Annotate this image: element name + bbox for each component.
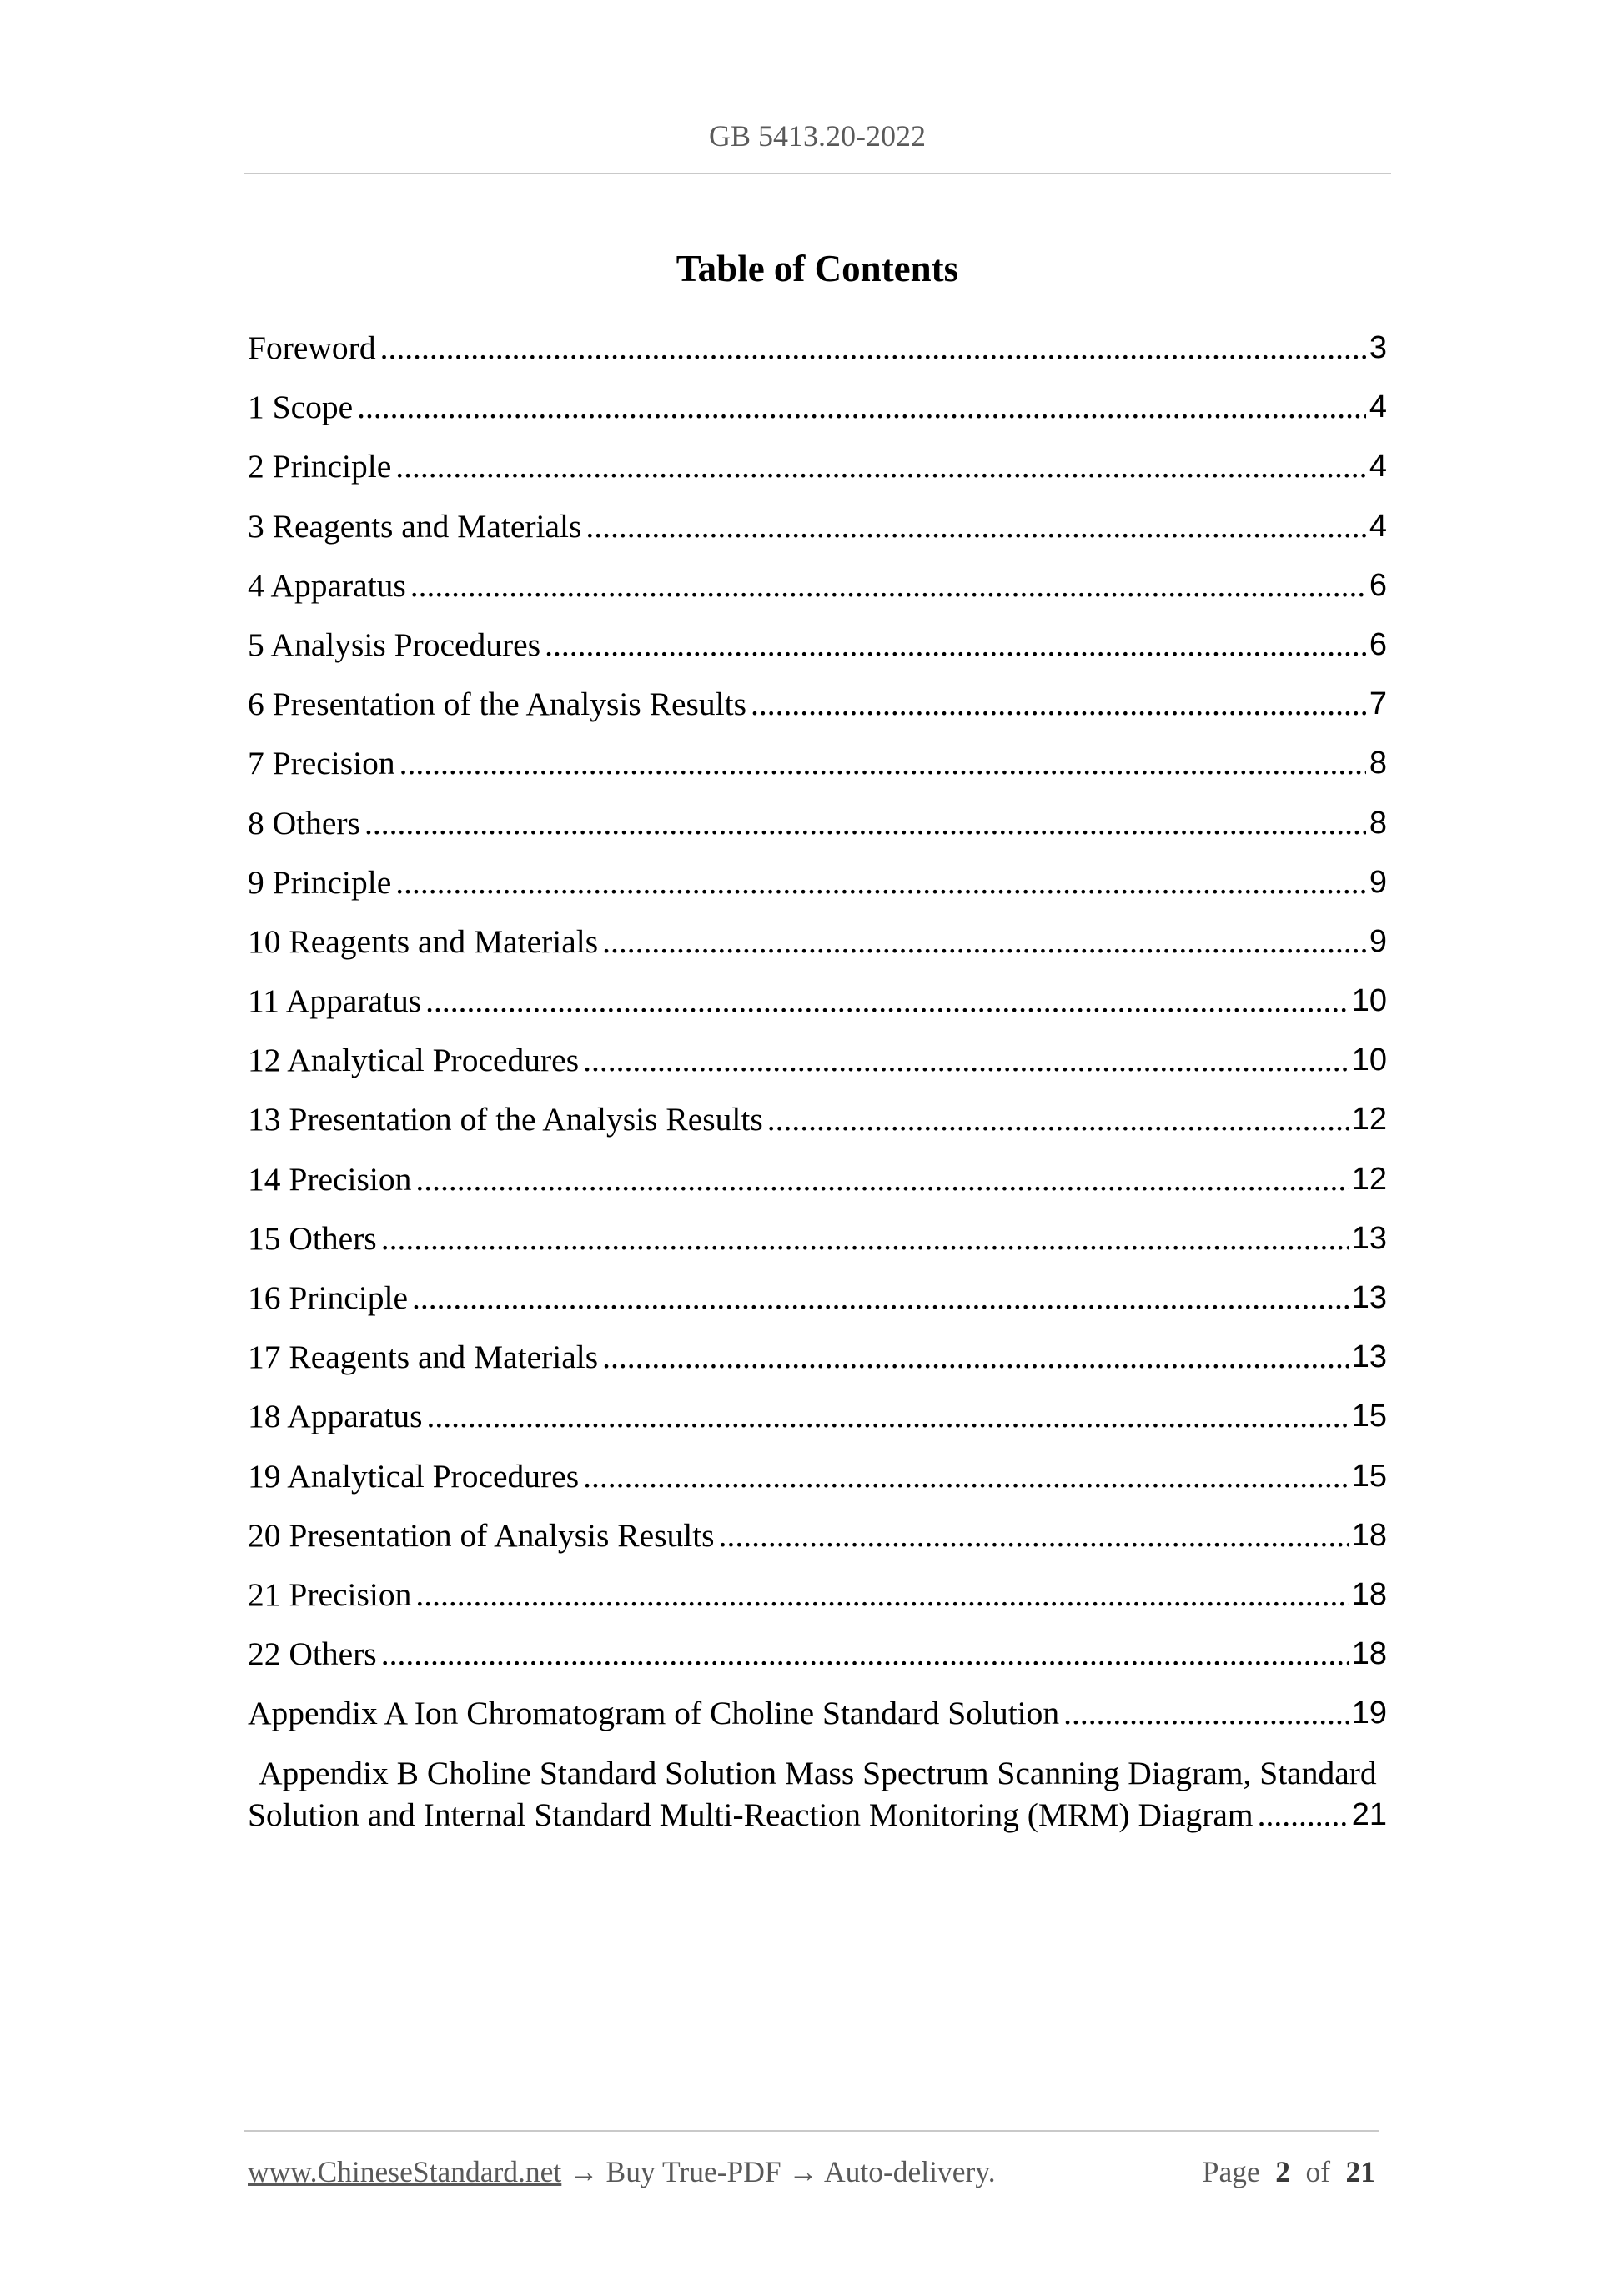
toc-entry-label: 11 Apparatus <box>248 982 422 1020</box>
toc-entry-page: 12 <box>1351 1102 1387 1138</box>
toc-entry[interactable] <box>248 378 1387 437</box>
toc-entry-page: 9 <box>1369 923 1387 959</box>
of-word: of <box>1305 2155 1331 2188</box>
current-page-number: 2 <box>1275 2155 1291 2188</box>
toc-entry-label: 19 Analytical Procedures <box>248 1457 580 1495</box>
total-pages-number: 21 <box>1345 2155 1375 2188</box>
toc-entry[interactable] <box>248 1387 1387 1446</box>
toc-leader-dots <box>395 853 1366 912</box>
toc-entry-page: 12 <box>1351 1161 1387 1197</box>
toc-leader-dots <box>412 1269 1349 1328</box>
toc-entry[interactable] <box>248 912 1387 972</box>
toc-entry-page: 6 <box>1369 567 1387 603</box>
toc-entry-label: 15 Others <box>248 1219 377 1257</box>
toc-entry[interactable] <box>248 1565 1387 1625</box>
toc-leader-dots <box>427 1387 1349 1446</box>
toc-entry[interactable] <box>248 1031 1387 1090</box>
header-divider <box>244 173 1391 174</box>
footer-divider <box>244 2130 1379 2132</box>
toc-entry-page: 18 <box>1351 1636 1387 1672</box>
toc-leader-dots <box>1063 1684 1349 1743</box>
toc-entry-page: 18 <box>1351 1517 1387 1553</box>
toc-leader-dots <box>364 794 1366 853</box>
toc-entry-page: 21 <box>1351 1796 1387 1832</box>
toc-leader-dots <box>583 1031 1349 1090</box>
toc-entry-label-line-2: Solution and Internal Standard Multi-Reaction Monitoring (MRM) Diagram <box>248 1796 1254 1833</box>
toc-leader-dots <box>602 1328 1349 1387</box>
toc-entry[interactable] <box>248 1447 1387 1506</box>
toc-leader-dots <box>410 556 1366 615</box>
toc-entry-label: Appendix A Ion Chromatogram of Choline Standard Solution <box>248 1695 1060 1732</box>
toc-entry-label: 13 Presentation of the Analysis Results <box>248 1101 763 1138</box>
toc-entry-label-line-1: Appendix B Choline Standard Solution Mass Spectrum Scanning Diagram, Standard <box>259 1754 1377 1791</box>
toc-entry-page: 3 <box>1369 330 1387 365</box>
buy-true-pdf-text: Buy True-PDF <box>605 2155 781 2188</box>
toc-leader-dots <box>381 1625 1349 1684</box>
toc-entry-label: 5 Analysis Procedures <box>248 625 541 663</box>
toc-entry-label: 21 Precision <box>248 1575 412 1613</box>
toc-entry[interactable] <box>248 319 1387 378</box>
toc-leader-dots <box>399 734 1366 793</box>
toc-entry[interactable] <box>248 1090 1387 1149</box>
toc-entry-appendix-b[interactable] <box>248 1752 1387 1836</box>
toc-entry-label: 18 Apparatus <box>248 1398 423 1435</box>
toc-entry[interactable] <box>248 1269 1387 1328</box>
toc-entry-label: 6 Presentation of the Analysis Results <box>248 686 746 723</box>
toc-entry[interactable] <box>248 794 1387 853</box>
toc-entry-page: 15 <box>1351 1399 1387 1434</box>
toc-entry-label: 14 Precision <box>248 1160 412 1198</box>
toc-entry-page: 15 <box>1351 1458 1387 1494</box>
toc-entry-page: 18 <box>1351 1576 1387 1612</box>
toc-leader-dots <box>751 675 1366 734</box>
toc-leader-dots <box>381 1209 1349 1269</box>
toc-entry-label: 4 Apparatus <box>248 566 406 604</box>
toc-leader-dots <box>585 497 1365 556</box>
toc-entry-label: 7 Precision <box>248 745 395 782</box>
toc-entry[interactable] <box>248 734 1387 793</box>
toc-entry[interactable] <box>248 972 1387 1031</box>
toc-entry-label: 16 Principle <box>248 1279 408 1316</box>
toc-entry-appendix-a[interactable] <box>248 1684 1387 1743</box>
toc-entry-page: 9 <box>1369 864 1387 900</box>
page-word: Page <box>1202 2155 1260 2188</box>
auto-delivery-text: Auto-delivery. <box>823 2155 996 2188</box>
toc-entry[interactable] <box>248 853 1387 912</box>
toc-leader-dots <box>415 1565 1348 1625</box>
footer-promo <box>248 2152 996 2192</box>
toc-entry-page: 10 <box>1351 1042 1387 1078</box>
toc-leader-dots <box>583 1447 1349 1506</box>
website-link[interactable]: www.ChineseStandard.net <box>248 2155 562 2188</box>
toc-entry-page: 7 <box>1369 686 1387 722</box>
toc-entry[interactable] <box>248 675 1387 734</box>
toc-entry-label: 20 Presentation of Analysis Results <box>248 1516 715 1554</box>
toc-entry[interactable] <box>248 497 1387 556</box>
toc-entry-page: 6 <box>1369 626 1387 662</box>
arrow-right-icon: → <box>788 2155 819 2188</box>
toc-entry[interactable] <box>248 1506 1387 1565</box>
table-of-contents <box>248 319 1387 1836</box>
toc-entry[interactable] <box>248 437 1387 496</box>
toc-entry-page: 19 <box>1351 1696 1387 1731</box>
document-code-header: GB 5413.20-2022 <box>709 119 926 153</box>
toc-title: Table of Contents <box>676 248 959 289</box>
toc-leader-dots <box>425 972 1349 1031</box>
toc-entry[interactable] <box>248 1150 1387 1209</box>
toc-entry-page: 13 <box>1351 1339 1387 1375</box>
toc-leader-dots <box>767 1090 1349 1149</box>
toc-entry-label: 3 Reagents and Materials <box>248 507 582 545</box>
toc-leader-dots <box>395 437 1366 496</box>
toc-entry-page: 13 <box>1351 1280 1387 1315</box>
toc-entry-label: 2 Principle <box>248 448 392 485</box>
toc-leader-dots <box>380 319 1366 378</box>
toc-entry-page: 13 <box>1351 1220 1387 1256</box>
toc-entry-label: 17 Reagents and Materials <box>248 1339 599 1376</box>
toc-entry-page: 4 <box>1369 449 1387 485</box>
toc-entry-label: Foreword <box>248 329 376 366</box>
toc-leader-dots <box>602 912 1366 972</box>
toc-entry-page: 4 <box>1369 508 1387 544</box>
toc-entry-label: 9 Principle <box>248 863 392 901</box>
toc-leader-dots <box>1258 1794 1349 1836</box>
toc-entry[interactable] <box>248 1209 1387 1269</box>
toc-entry-label: 12 Analytical Procedures <box>248 1042 580 1079</box>
toc-entry[interactable] <box>248 615 1387 675</box>
toc-leader-dots <box>545 615 1366 675</box>
toc-leader-dots <box>719 1506 1349 1565</box>
toc-entry-page: 10 <box>1351 983 1387 1019</box>
toc-entry-label: 8 Others <box>248 804 360 842</box>
toc-leader-dots <box>415 1150 1348 1209</box>
toc-entry-page: 8 <box>1369 746 1387 781</box>
toc-entry[interactable] <box>248 556 1387 615</box>
toc-entry-page: 4 <box>1369 389 1387 425</box>
page-footer <box>248 2152 1375 2192</box>
toc-entry-label: 10 Reagents and Materials <box>248 922 599 960</box>
toc-entry-page: 8 <box>1369 805 1387 841</box>
toc-entry[interactable] <box>248 1328 1387 1387</box>
toc-leader-dots <box>357 378 1366 437</box>
toc-entry-label: 22 Others <box>248 1635 377 1673</box>
toc-entry-label: 1 Scope <box>248 389 354 426</box>
toc-entry[interactable] <box>248 1625 1387 1684</box>
arrow-right-icon: → <box>569 2155 599 2188</box>
page-indicator <box>1203 2152 1375 2192</box>
toc-entry-last-line <box>248 1794 1387 1836</box>
